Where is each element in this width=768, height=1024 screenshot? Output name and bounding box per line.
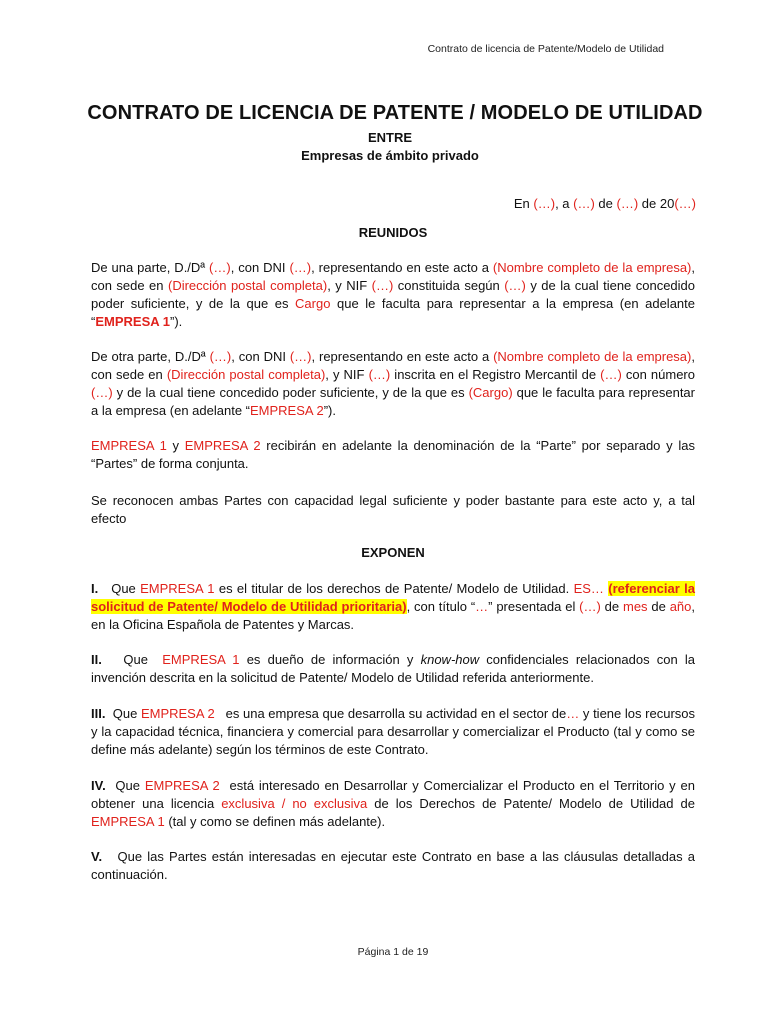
paragraph-second-party: De otra parte, D./Dª (…), con DNI (…), representando en este acto a (Nombre completo de la empresa), con sede en (Dirección postal completa), y NIF (…) inscrita en el Registro Mercantil de (…) con número (…) y de la cual tiene concedido poder suficiente, y de la que es (Cargo) que le faculta para representar a la empresa (en adelante “EMPRESA 2”). bbox=[91, 349, 695, 418]
paragraph-first-party: De una parte, D./Dª (…), con DNI (…), representando en este acto a (Nombre completo de la empresa), con sede en (Dirección postal completa), y NIF (…) constituida según (…) y de la cual tiene concedido poder suficiente, y de la que es Cargo que le faculta para representar a la empresa (en adelante “EMPRESA 1”). bbox=[91, 260, 696, 329]
clause-v: V. Que las Partes están interesadas en ejecutar este Contrato en base a las cláusulas detalladas a continuación. bbox=[91, 849, 699, 882]
page-number: Página 1 de 19 bbox=[357, 946, 429, 958]
placeholder: (…) bbox=[573, 196, 595, 211]
clause-i: I. Que EMPRESA 1 es el titular de los derechos de Patente/ Modelo de Utilidad. ES… (referenciar la solicitud de Patente/ Modelo de Utilidad prioritaria), con título “…” presentada el (…) de mes de año, en la Oficina Española de Patentes y Marcas. bbox=[91, 581, 696, 632]
clause-iv: IV. Que EMPRESA 2 está interesado en Desarrollar y Comercializar el Producto en el Territorio y en obtener una licencia exclusiva / no exclusiva de los Derechos de Patente/ Modelo de Utilidad de EMPRESA 1 (tal y como se definen más adelante). bbox=[91, 778, 699, 829]
paragraph-capacity: Se reconocen ambas Partes con capacidad legal suficiente y poder bastante para este acto y, a tal efecto bbox=[91, 493, 695, 526]
clause-iii: III. Que EMPRESA 2 es una empresa que desarrolla su actividad en el sector de… y tiene los recursos y la capacidad técnica, financiera y comercial para desarrollar y comercializar el Producto (tal y como se define más adelante) según los términos de este Contrato. bbox=[91, 706, 696, 757]
date-line: En (…), a (…) de (…) de 20(…) bbox=[513, 196, 696, 211]
title-entre: ENTRE bbox=[367, 130, 413, 145]
placeholder: (…) bbox=[533, 196, 556, 211]
title-subtitle: Empresas de ámbito privado bbox=[301, 148, 479, 163]
running-header: Contrato de licencia de Patente/Modelo de Utilidad bbox=[427, 43, 664, 55]
placeholder: (…) bbox=[616, 196, 639, 211]
paragraph-parties-definition: EMPRESA 1 y EMPRESA 2 recibirán en adelante la denominación de la “Parte” por separado y las “Partes” de forma conjunta. bbox=[91, 438, 695, 471]
document-title: CONTRATO DE LICENCIA DE PATENTE / MODELO DE UTILIDAD bbox=[87, 102, 703, 124]
heading-exponen: EXPONEN bbox=[361, 545, 425, 560]
clause-ii: II. Que EMPRESA 1 es dueño de información y know-how confidenciales relacionados con la invención descrita en la solicitud de Patente/ Modelo de Utilidad referida anteriormente. bbox=[91, 652, 695, 685]
placeholder: (…) bbox=[674, 196, 696, 211]
heading-reunidos: REUNIDOS bbox=[358, 225, 428, 240]
